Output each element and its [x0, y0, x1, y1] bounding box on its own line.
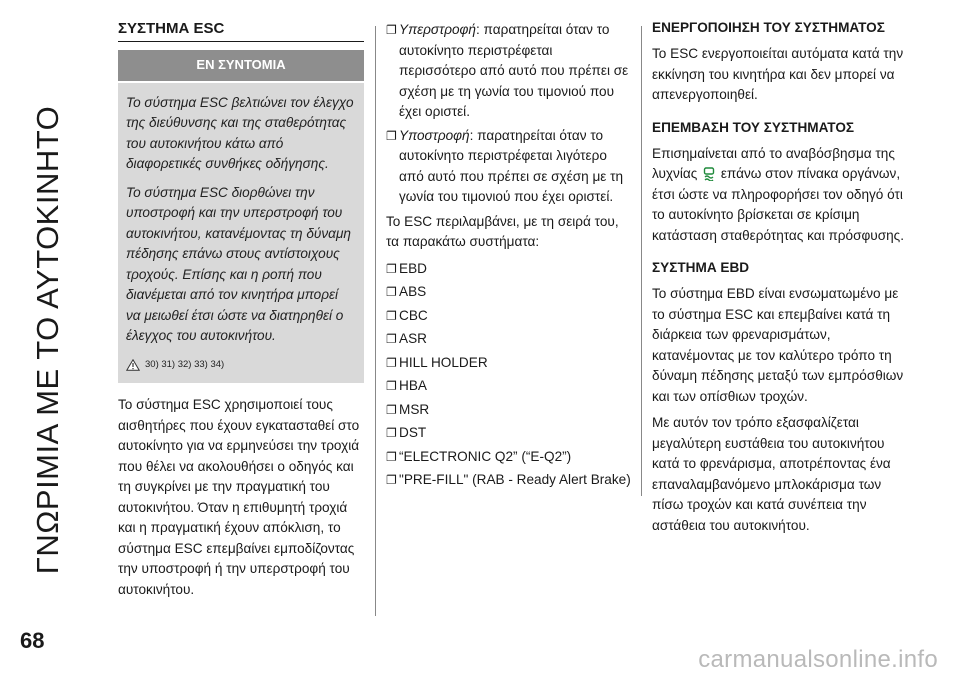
body-paragraph: Με αυτόν τον τρόπο εξασφαλίζεται μεγαλύτερη ευστάθεια του αυτοκινήτου κατά το φρενάρισμα, αποτρέποντας ένα επαναλαμβανόμενο μπλοκάρισμα των πίσω τροχών και κατά συνέπεια την αστάθεια του αυτοκινήτου. — [652, 415, 891, 533]
watermark: carmanualsonline.info — [698, 646, 938, 673]
warning-triangle-icon — [126, 359, 140, 371]
body-paragraph: Επισημαίνεται από το αναβόσβησμα της λυχνίας επάνω στον πίνακα οργάνων, έτσι ώστε να πληροφορήσει τον οδηγό ότι το αυτοκίνητο βρίσκεται σε κρίσιμη κατάσταση σταθερότητας και πρόσφυσης. — [652, 145, 904, 243]
list-item-label: DST — [399, 425, 427, 440]
bullet-mark: ❐ — [386, 332, 397, 346]
list-item — [386, 329, 632, 350]
column-divider — [641, 26, 642, 496]
intro-paragraph: Το ESC περιλαμβάνει, με τη σειρά του, τα παρακάτω συστήματα: — [386, 213, 619, 249]
subsection-heading: ΕΝΕΡΓΟΠΟΙΗΣΗ ΤΟΥ ΣΥΣΤΗΜΑΤΟΣ — [652, 20, 885, 35]
list-item — [386, 400, 632, 421]
list-item — [386, 376, 632, 397]
bullet-mark: ❐ — [386, 128, 397, 143]
summary-paragraph: Το σύστημα ESC διορθώνει την υποστροφή και την υπερστροφή του αυτοκινήτου, κατανέμοντας τη δύναμη πέδησης επάνω στους αντίστοιχους τροχούς. Επίσης και η ροπή που διανέμεται από τον κινητήρα μπορεί να μειωθεί έτσι ώστε να διατηρηθεί ο έλεγχος του αυτοκινήτου. — [126, 184, 351, 343]
list-item-label: MSR — [399, 401, 430, 417]
body-paragraph: Το σύστημα EBD είναι ενσωματωμένο με το σύστημα ESC και επεμβαίνει κατά τη διάρκεια των φρεναρισμάτων, κατανέμοντας με τον καλύτερο τρόπο τη δύναμη πέδησης μεταξύ των εμπρόσθιων και των οπίσθιων τροχών. — [652, 286, 904, 404]
list-item — [386, 126, 632, 208]
bullet-mark: ❐ — [386, 402, 397, 417]
bullet-mark: ❐ — [386, 426, 397, 440]
summary-box — [118, 83, 364, 384]
note-references: 30) 31) 32) 33) 34) — [145, 358, 225, 370]
body-paragraph: Το ESC ενεργοποιείται αυτόματα κατά την εκκίνηση του κινητήρα και δεν μπορεί να απενεργοποιηθεί. — [652, 46, 904, 102]
list-item — [386, 282, 632, 303]
bullet-mark: ❐ — [386, 473, 397, 487]
list-item-label: ABS — [399, 284, 427, 299]
list-item-label: HILL HOLDER — [399, 354, 488, 370]
column-divider — [375, 26, 376, 616]
list-item — [386, 20, 632, 123]
column-2 — [386, 20, 632, 494]
list-item-label: EBD — [399, 260, 427, 276]
summary-banner: ΕΝ ΣΥΝΤΟΜΙΑ — [118, 50, 364, 81]
bullet-mark: ❐ — [386, 379, 397, 393]
term-definition: : παρατηρείται όταν το αυτοκίνητο περιστρέφεται λιγότερο από αυτό που πρέπει σε σχέση με τη γωνία του τιμονιού που έχει οριστεί. — [399, 127, 624, 204]
list-item — [386, 353, 632, 374]
bullet-mark: ❐ — [386, 308, 397, 323]
bullet-mark: ❐ — [386, 261, 397, 276]
list-item — [386, 259, 632, 280]
list-item-label: CBC — [399, 307, 428, 323]
esc-warning-light-icon — [702, 167, 716, 181]
list-item-label: "PRE-FILL" (RAB - Ready Alert Brake) — [399, 472, 631, 487]
subsection-heading: ΕΠΕΜΒΑΣΗ ΤΟΥ ΣΥΣΤΗΜΑΤΟΣ — [652, 119, 855, 135]
bullet-mark: ❐ — [386, 449, 397, 464]
chapter-side-title: ΓΝΩΡΙΜΙΑ ΜΕ ΤΟ ΑΥΤΟΚΙΝΗΤΟ — [30, 105, 65, 575]
list-item-label: HBA — [399, 378, 427, 393]
summary-paragraph: Το σύστημα ESC βελτιώνει τον έλεγχο της διεύθυνσης και της σταθερότητας του αυτοκινήτου κάτω από διαφορετικές συνθήκες οδήγησης. — [126, 94, 354, 171]
list-item — [386, 470, 632, 491]
bullet-mark: ❐ — [386, 355, 397, 370]
term: Υποστροφή — [399, 127, 470, 143]
body-paragraph: Το σύστημα ESC χρησιμοποιεί τους αισθητήρες που έχουν εγκατασταθεί στο αυτοκίνητο για να ερμηνεύσει την τροχιά που θέλει να ακολουθήσει ο οδηγός και τη συγκρίνει με την πραγματική του αυτοκινήτου. Όταν η επιθυμητή τροχιά και η πραγματική έχουν απόκλιση, το σύστημα ESC επεμβαίνει εμποδίζοντας την υποστροφή ή την υπερστροφή του αυτοκινήτου. — [118, 397, 360, 597]
list-item — [386, 306, 632, 327]
term: Υπερστροφή — [399, 22, 476, 37]
column-3 — [652, 20, 912, 542]
warning-note — [126, 355, 356, 376]
list-item-label: “ELECTRONIC Q2” (“E-Q2”) — [399, 448, 572, 464]
section-title: ΣΥΣΤΗΜΑ ESC — [118, 20, 364, 42]
page-number: 68 — [20, 628, 45, 653]
list-item-label: ASR — [399, 331, 427, 346]
column-1 — [118, 20, 364, 606]
bullet-mark: ❐ — [386, 285, 397, 299]
list-item — [386, 423, 632, 444]
subsection-heading: ΣΥΣΤΗΜΑ EBD — [652, 260, 750, 275]
bullet-mark: ❐ — [386, 23, 397, 37]
term-definition: : παρατηρείται όταν το αυτοκίνητο περιστρέφεται περισσότερο από αυτό που πρέπει σε σχέση με τη γωνία του τιμονιού που έχει οριστεί. — [399, 22, 629, 119]
list-item — [386, 447, 632, 468]
